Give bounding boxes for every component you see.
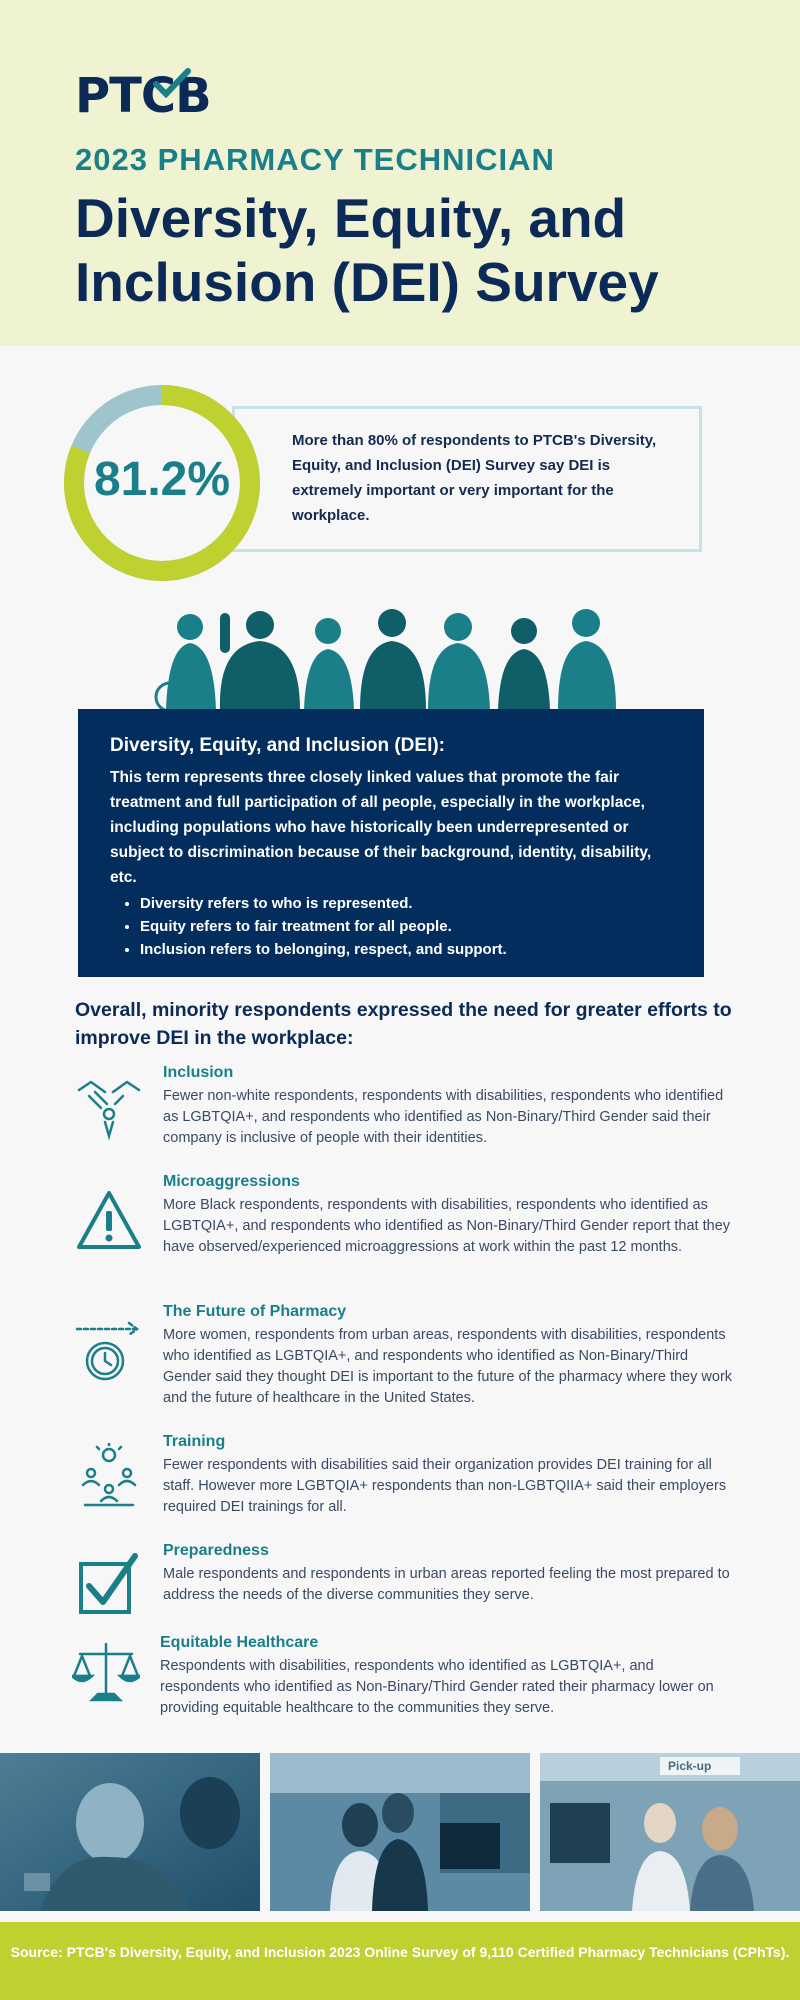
bullet-inclusion: • Inclusion refers to belonging, respect, and support.: [140, 938, 672, 961]
stat-value: 81.2%: [93, 453, 231, 506]
photo-military-technician: [0, 1753, 260, 1911]
photo-pharmacy-counter: [270, 1753, 530, 1911]
handshake-icon: [75, 1074, 143, 1142]
logo-check-icon: [152, 68, 192, 98]
finding-text: Male respondents and respondents in urban areas reported feeling the most prepared to address the needs of the diverse communities they serve.: [163, 1566, 730, 1603]
bullet-equity: • Equity refers to fair treatment for all people.: [140, 915, 672, 938]
photo-pickup-window: [540, 1753, 800, 1911]
finding-text: More women, respondents from urban areas, respondents with disabilities, respondents who identified as LGBTQIA+, and respondents who identified as Non-Binary/Third Gender said they thought DEI is important to the future of the pharmacy where they work and the future of healthcare in the United States.: [163, 1327, 733, 1406]
photo-strip: [0, 1753, 800, 1911]
findings-intro: Overall, minority respondents expressed the need for greater efforts to improve DEI in the workplace:: [75, 999, 732, 1049]
header-banner: [0, 0, 800, 346]
stat-description: More than 80% of respondents to PTCB's Diversity, Equity, and Inclusion (DEI) Survey say DEI is extremely important or very important for the workplace.: [292, 432, 657, 524]
finding-title: The Future of Pharmacy: [163, 1303, 347, 1320]
ptcb-logo: PTCB: [75, 68, 211, 124]
definition-heading: Diversity, Equity, and Inclusion (DEI):: [110, 735, 446, 756]
bullet-diversity: • Diversity refers to who is represented.: [140, 892, 672, 915]
pickup-sign: Pick-up: [668, 1759, 712, 1773]
source-text: Source: PTCB's Diversity, Equity, and Inclusion 2023 Online Survey of 9,110 Certified Pharmacy Technicians (CPhTs).: [10, 1944, 790, 1960]
training-icon: [75, 1443, 143, 1511]
finding-title: Microaggressions: [163, 1173, 300, 1190]
finding-title: Preparedness: [163, 1542, 269, 1559]
finding-text: More Black respondents, respondents with disabilities, respondents who identified as LGBTQIA+, and respondents who identified as Non-Binary/Third Gender report that they have observed/experienced microaggressions at work within the past 12 months.: [163, 1197, 731, 1255]
clock-arrow-icon: [75, 1319, 143, 1387]
checkbox-icon: [75, 1552, 143, 1620]
dei-definition: [78, 709, 704, 977]
finding-title: Equitable Healthcare: [160, 1634, 319, 1651]
definition-body: This term represents three closely linked values that promote the fair treatment and full participation of all people, especially in the workplace, including populations who have historically been underrepresented or subject to discrimination because of their background, identity, disability, etc.: [110, 769, 652, 886]
finding-text: Respondents with disabilities, respondents who identified as LGBTQIA+, and respondents who identified as Non-Binary/Third Gender rated their pharmacy lower on providing equitable healthcare to the communities they serve.: [160, 1658, 714, 1716]
definition-bullets: [110, 892, 672, 961]
finding-text: Fewer non-white respondents, respondents with disabilities, respondents who identified as LGBTQIA+, and respondents who identified as Non-Binary/Third Gender said their company is inclusive of people with their identities.: [163, 1088, 724, 1146]
people-illustration: [128, 605, 668, 710]
finding-text: Fewer respondents with disabilities said their organization provides DEI training for all staff. However more LGBTQIA+ respondents than non-LGBTQIIA+ said their employers required DEI trainings for all.: [163, 1457, 727, 1515]
survey-eyebrow: 2023 PHARMACY TECHNICIAN: [75, 142, 555, 177]
finding-title: Training: [163, 1433, 226, 1450]
source-footer: [0, 1922, 800, 2000]
warning-icon: [75, 1187, 143, 1255]
scales-icon: [72, 1640, 140, 1708]
finding-title: Inclusion: [163, 1064, 234, 1081]
page-title: Diversity, Equity, and Inclusion (DEI) Survey: [75, 187, 659, 313]
